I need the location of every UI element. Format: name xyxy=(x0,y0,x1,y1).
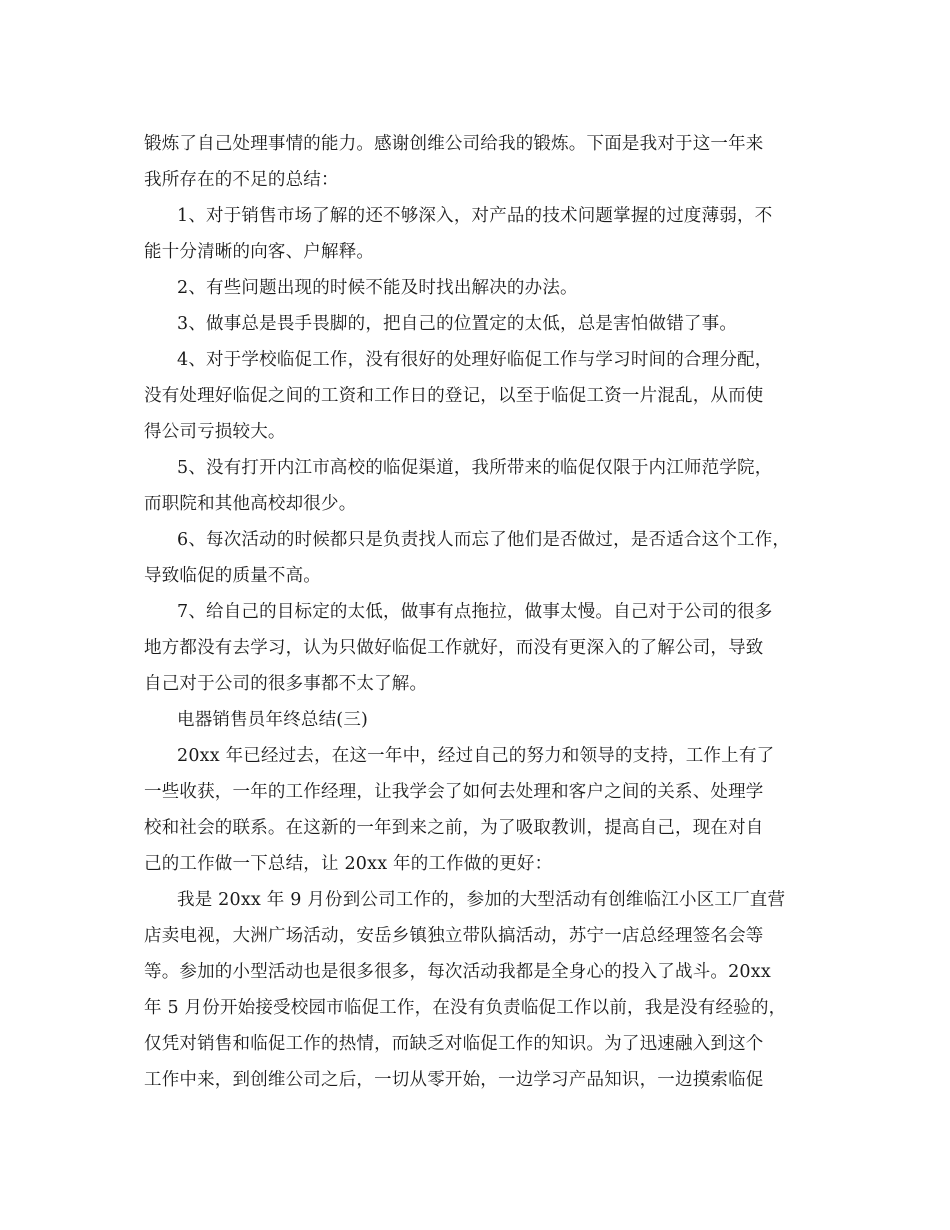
text-line: 工作中来，到创维公司之后，一切从零开始，一边学习产品知识，一边摸索临促 xyxy=(144,1070,764,1090)
paragraph-start-line: 我是 20xx 年 9 月份到公司工作的，参加的大型活动有创维临江小区工厂直营 xyxy=(177,890,786,910)
list-item-3-line: 3、做事总是畏手畏脚的，把自己的位置定的太低，总是害怕做错了事。 xyxy=(177,314,738,334)
text-line: 没有处理好临促之间的工资和工作日的登记，以至于临促工资一片混乱，从而使 xyxy=(144,386,764,406)
text-line: 自己对于公司的很多事都不太了解。 xyxy=(144,674,428,694)
document-body xyxy=(144,128,820,1100)
list-item-4-line: 4、对于学校临促工作，没有很好的处理好临促工作与学习时间的合理分配， xyxy=(177,350,773,370)
list-item-6-line: 6、每次活动的时候都只是负责找人而忘了他们是否做过，是否适合这个工作， xyxy=(177,530,791,550)
text-line: 导致临促的质量不高。 xyxy=(144,566,321,586)
text-line: 仅凭对销售和临促工作的热情，而缺乏对临促工作的知识。为了迅速融入到这个 xyxy=(144,1034,764,1054)
list-item-7-line: 7、给自己的目标定的太低，做事有点拖拉，做事太慢。自己对于公司的很多 xyxy=(177,602,773,622)
text-line: 年 5 月份开始接受校园市临促工作，在没有负责临促工作以前，我是没有经验的， xyxy=(144,998,787,1018)
text-line: 己的工作做一下总结，让 20xx 年的工作做的更好： xyxy=(144,854,553,874)
list-item-5-line: 5、没有打开内江市高校的临促渠道，我所带来的临促仅限于内江师范学院， xyxy=(177,458,773,478)
section-heading: 电器销售员年终总结(三) xyxy=(177,710,369,730)
list-item-2-line: 2、有些问题出现的时候不能及时找出解决的办法。 xyxy=(177,278,578,298)
text-line: 我所存在的不足的总结： xyxy=(144,170,339,190)
text-line: 店卖电视，大洲广场活动，安岳乡镇独立带队搞活动，苏宁一店总经理签名会等 xyxy=(144,926,764,946)
text-line: 能十分清晰的向客、户解释。 xyxy=(144,242,375,262)
text-line: 校和社会的联系。在这新的一年到来之前，为了吸取教训，提高自己，现在对自 xyxy=(144,818,764,838)
text-line: 锻炼了自己处理事情的能力。感谢创维公司给我的锻炼。下面是我对于这一年来 xyxy=(144,134,764,154)
paragraph-start-line: 20xx 年已经过去，在这一年中，经过自己的努力和领导的支持，工作上有了 xyxy=(177,746,775,766)
text-line: 得公司亏损较大。 xyxy=(144,422,286,442)
text-line: 一些收获，一年的工作经理，让我学会了如何去处理和客户之间的关系、处理学 xyxy=(144,782,764,802)
list-item-1-line: 1、对于销售市场了解的还不够深入，对产品的技术问题掌握的过度薄弱，不 xyxy=(177,206,773,226)
text-line: 地方都没有去学习，认为只做好临促工作就好，而没有更深入的了解公司，导致 xyxy=(144,638,764,658)
text-line: 而职院和其他高校却很少。 xyxy=(144,494,357,514)
text-line: 等。参加的小型活动也是很多很多，每次活动我都是全身心的投入了战斗。20xx xyxy=(144,962,771,982)
